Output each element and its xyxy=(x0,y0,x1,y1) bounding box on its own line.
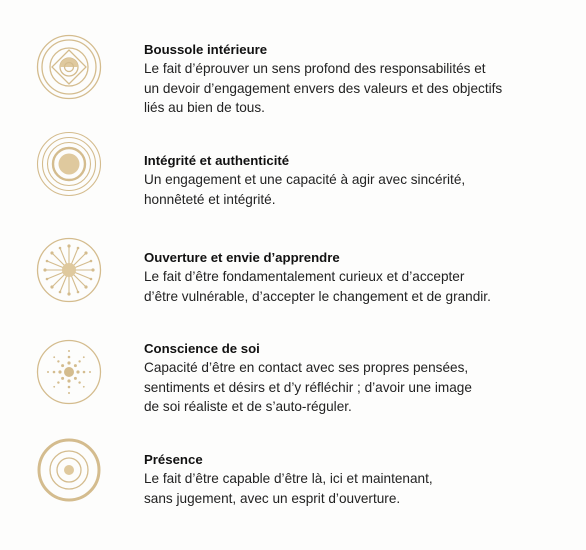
value-title: Ouverture et envie d’apprendre xyxy=(144,250,340,265)
target-circle-icon xyxy=(36,437,102,503)
value-description: Le fait d’éprouver un sens profond des responsabilités et un devoir d’engagement envers des valeurs et des objectifs liés au bien de tous. xyxy=(144,61,503,115)
value-title: Boussole intérieure xyxy=(144,42,268,57)
compass-rings-icon xyxy=(36,34,102,100)
radiating-star-icon xyxy=(36,237,102,303)
value-description: Le fait d’être fondamentalement curieux et d’accepter d’être vulnérable, d’accepter le changement et de grandir. xyxy=(144,269,491,304)
value-description: Capacité d’être en contact avec ses propres pensées, sentiments et désirs et d’y réfléchir ; d’avoir une image de soi réaliste et de s’auto-réguler. xyxy=(144,360,472,414)
value-description: Un engagement et une capacité à agir avec sincérité, honnêteté et intégrité. xyxy=(144,172,466,207)
concentric-rings-icon xyxy=(36,131,102,197)
value-title: Intégrité et authenticité xyxy=(144,153,290,168)
value-description: Le fait d’être capable d’être là, ici et maintenant, sans jugement, avec un esprit d’ouverture. xyxy=(144,471,433,506)
value-title: Présence xyxy=(144,452,203,467)
dotted-burst-icon xyxy=(36,339,102,405)
value-title: Conscience de soi xyxy=(144,341,260,356)
